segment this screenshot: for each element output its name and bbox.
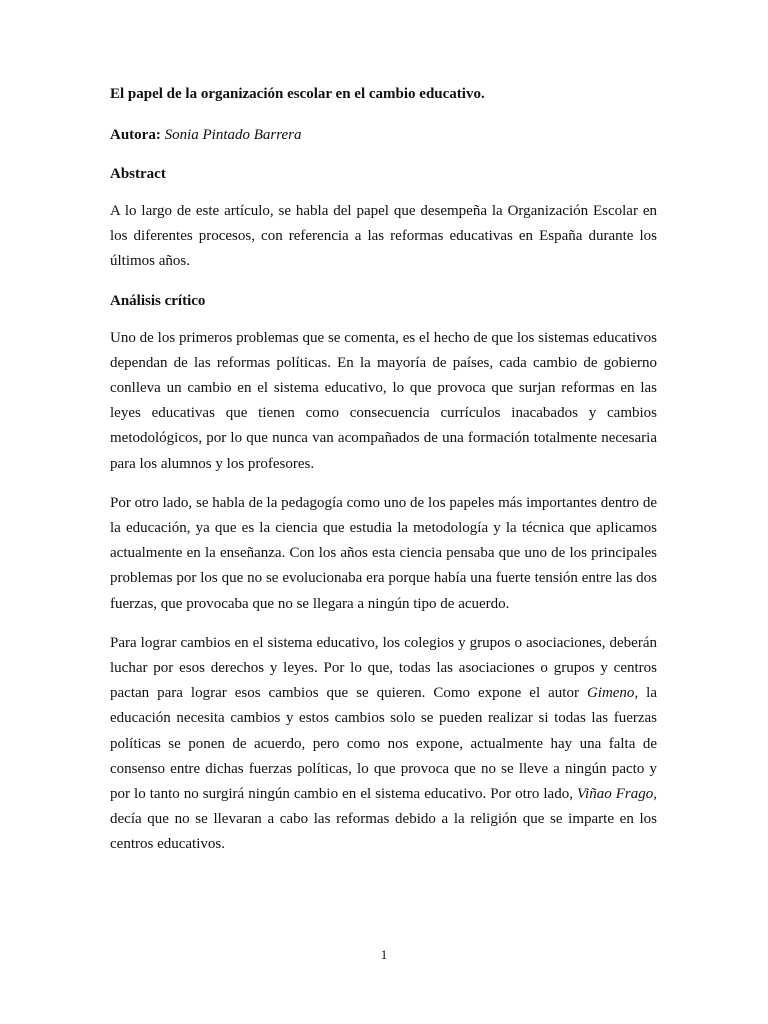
document-page — [110, 82, 657, 872]
cited-author-gimeno: Gimeno — [586, 685, 635, 702]
document-title: El papel de la organización escolar en el cambio educativo. — [110, 86, 485, 102]
analysis-heading: Análisis crítico — [110, 292, 206, 309]
abstract-paragraph: A lo largo de este artículo, se habla del papel que desempeña la Organización Escolar en los diferentes procesos, con referencia a las reformas educativas en España durante los últimos años. — [110, 203, 657, 270]
paragraph-3-text-3: , decía que no se llevaran a cabo las reformas debido a la religión que se imparte en los centros educativos. — [110, 786, 658, 853]
paragraph-3-text-2: , la educación necesita cambios y estos cambios solo se pueden realizar si todas las fuerzas políticas se ponen de acuerdo, pero como nos expone, actualmente hay una falta de consenso entre dichas fuerzas políticas, lo que provoca que no se lleve a ningún pacto y por lo tanto no surgirá ningún cambio en el sistema educativo. Por otro lado, — [110, 685, 657, 803]
author-line — [110, 123, 657, 148]
author-name: Sonia Pintado Barrera — [164, 127, 302, 143]
abstract-heading: Abstract — [110, 166, 166, 182]
paragraph-3-text-1: Para lograr cambios en el sistema educativo, los colegios y grupos o asociaciones, deberán luchar por esos derechos y leyes. Por lo que, todas las asociaciones o grupos y centros pactan para lograr esos cambios que se quieren. Como expone el autor — [110, 634, 657, 702]
body-paragraph-2: Por otro lado, se habla de la pedagogía como uno de los papeles más importantes dentro de la educación, ya que es la ciencia que estudia la metodología y la técnica que aplicamos actualmente en la enseñanza. Con los años esta ciencia pensaba que uno de los principales problemas por los que no se evolucionaba era porque había una fuerte tensión entre las dos fuerzas, que provocaba que no se llegara a ningún tipo de acuerdo. — [110, 494, 657, 612]
page-number: 1 — [380, 947, 388, 962]
body-paragraph-3 — [110, 631, 657, 858]
cited-author-vinao-frago: Viñao Frago — [577, 786, 654, 803]
body-paragraph-1: Uno de los primeros problemas que se comenta, es el hecho de que los sistemas educativos dependan de las reformas políticas. En la mayoría de países, cada cambio de gobierno conlleva un cambio en el sistema educativo, lo que provoca que surjan reformas en las leyes educativas que tienen como consecuencia currículos inacabados y cambios metodológicos, por lo que nunca van acompañados de una formación totalmente necesaria para los alumnos y los profesores. — [110, 329, 657, 472]
author-label: Autora: — [110, 127, 161, 143]
